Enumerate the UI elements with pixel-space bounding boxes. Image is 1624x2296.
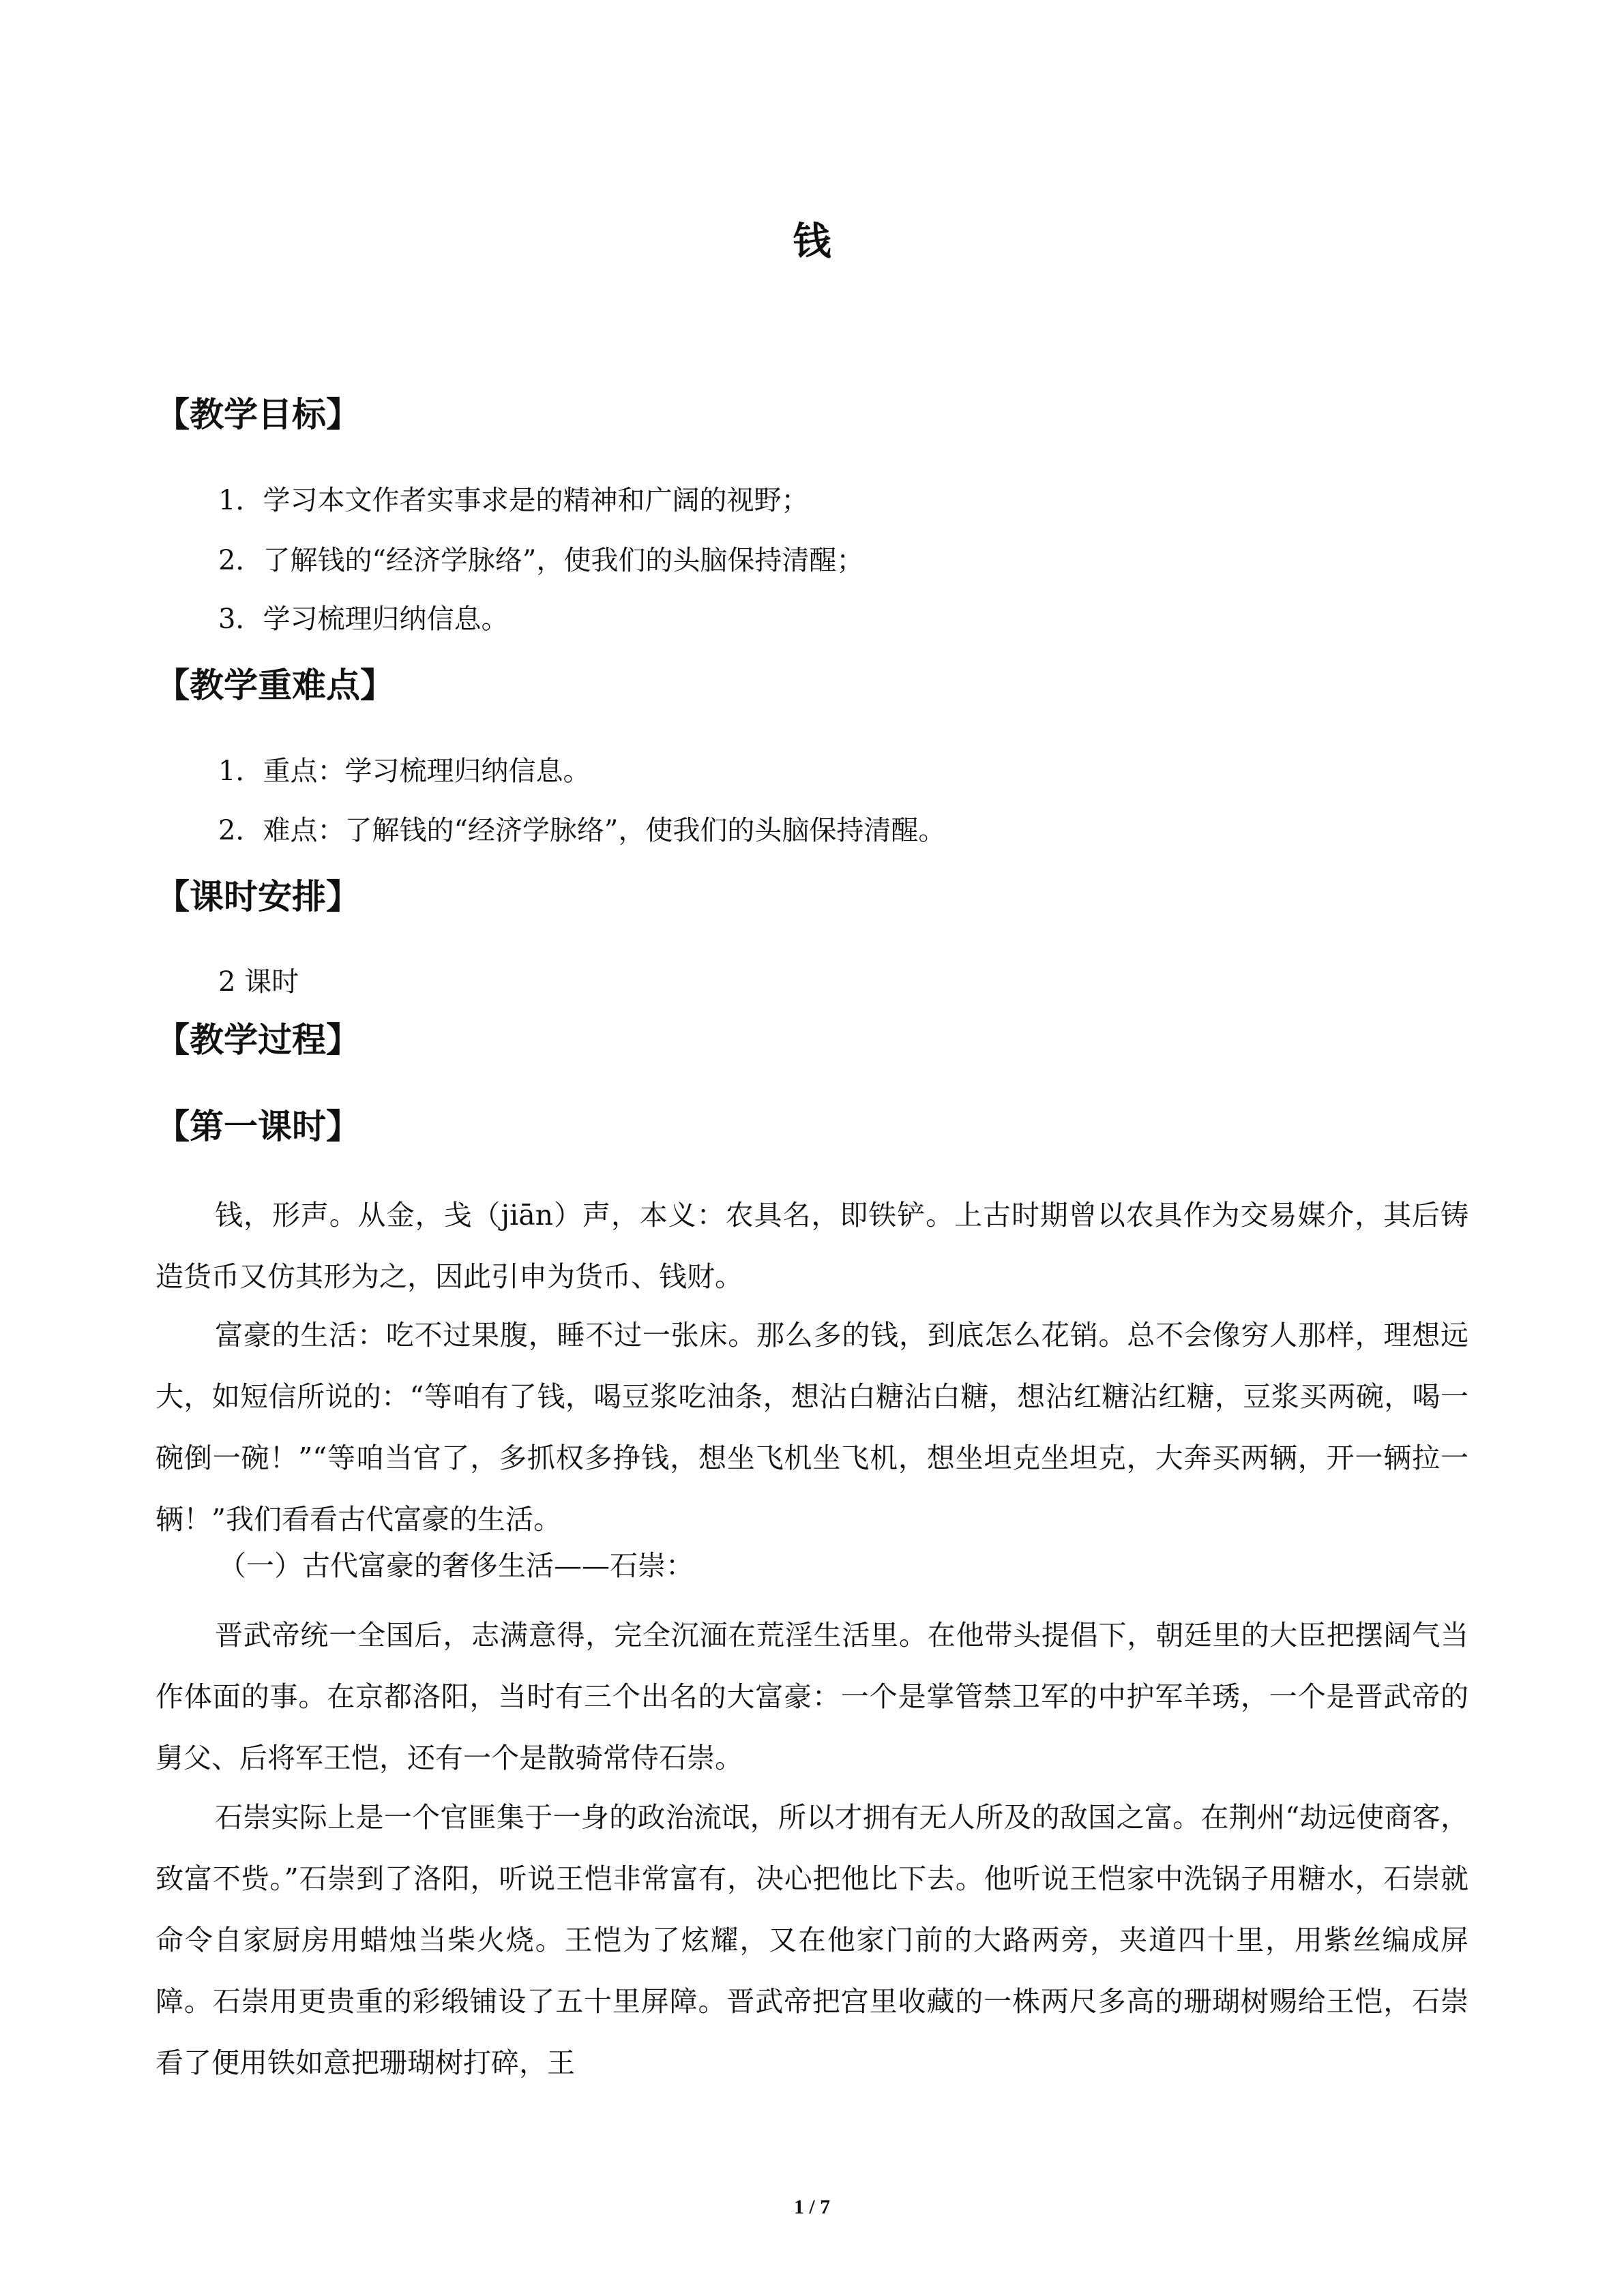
schedule-text: 2 课时	[218, 966, 299, 998]
lesson1-heading: 【第一课时】	[156, 1107, 360, 1146]
schedule-heading: 【课时安排】	[156, 877, 360, 916]
page-number: 1 / 7	[793, 2196, 831, 2218]
lesson1-subheading: （一）古代富豪的奢侈生活——石崇：	[218, 1549, 694, 1582]
key-points-heading: 【教学重难点】	[156, 666, 394, 705]
lesson1-paragraph-4: 石崇实际上是一个官匪集于一身的政治流氓，所以才拥有无人所及的敌国之富。在荆州“劫远使商客，致富不赀。”石崇到了洛阳，听说王恺非常富有，决心把他比下去。他听说王恺家中洗锅子用糖水，石崇就命令自家厨房用蜡烛当柴火烧。王恺为了炫耀，又在他家门前的大路两旁，夹道四十里，用紫丝编成屏障。石崇用更贵重的彩缎铺设了五十里屏障。晋武帝把宫里收藏的一株两尺多高的珊瑚树赐给王恺，石崇看了便用铁如意把珊瑚树打碎，王	[156, 1801, 1468, 2079]
key-point-item-2: 2．难点：了解钱的“经济学脉络”，使我们的头脑保持清醒。	[218, 815, 946, 846]
process-heading: 【教学过程】	[156, 1020, 360, 1060]
key-point-item-1: 1．重点：学习梳理归纳信息。	[218, 756, 591, 787]
lesson1-paragraph-2: 富豪的生活：吃不过果腹，睡不过一张床。那么多的钱，到底怎么花销。总不会像穷人那样，理想远大，如短信所说的：“等咱有了钱，喝豆浆吃油条，想沾白糖沾白糖，想沾红糖沾红糖，豆浆买两碗，喝一碗倒一碗！”“等咱当官了，多抓权多挣钱，想坐飞机坐飞机，想坐坦克坐坦克，大奔买两辆，开一辆拉一辆！”我们看看古代富豪的生活。	[156, 1319, 1468, 1536]
document-title: 钱	[793, 220, 831, 264]
objective-item-3: 3．学习梳理归纳信息。	[218, 603, 509, 635]
lesson1-paragraph-1: 钱，形声。从金，戋（jiān）声，本义：农具名，即铁铲。上古时期曾以农具作为交易媒介，其后铸造货币又仿其形为之，因此引申为货币、钱财。	[156, 1199, 1468, 1293]
objective-item-1: 1．学习本文作者实事求是的精神和广阔的视野；	[218, 485, 809, 516]
lesson1-paragraph-3: 晋武帝统一全国后，志满意得，完全沉湎在荒淫生活里。在他带头提倡下，朝廷里的大臣把摆阔气当作体面的事。在京都洛阳，当时有三个出名的大富豪：一个是掌管禁卫军的中护军羊琇，一个是晋武帝的舅父、后将军王恺，还有一个是散骑常侍石崇。	[156, 1619, 1468, 1774]
objective-item-2: 2．了解钱的“经济学脉络”，使我们的头脑保持清醒；	[218, 545, 864, 576]
objectives-heading: 【教学目标】	[156, 395, 360, 434]
